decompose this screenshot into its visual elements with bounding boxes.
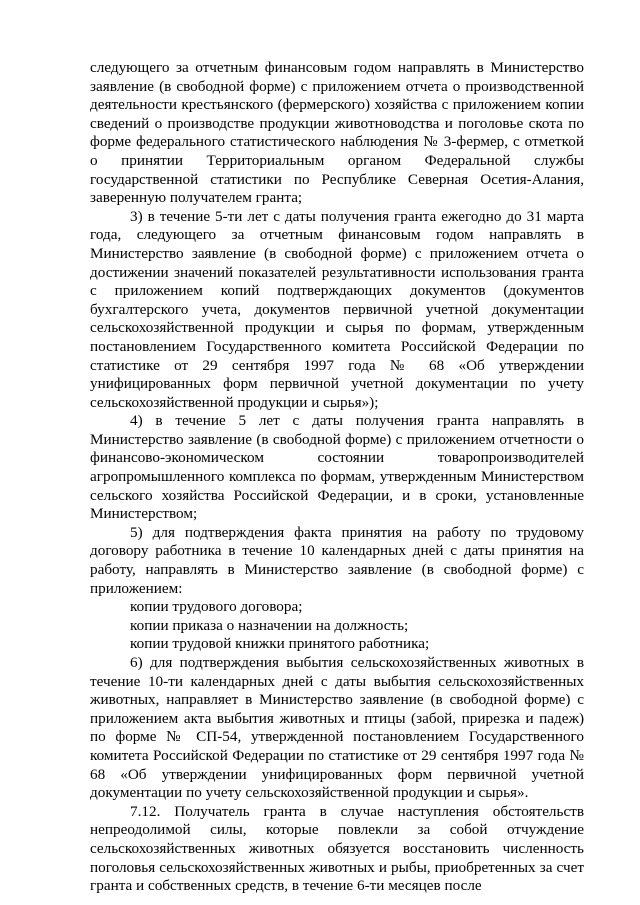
paragraph-item-4: 4) в течение 5 лет с даты получения гранта направлять в Министерство заявление (в свободной форме) с приложением отчетности о финансово-экономическом состоянии товаропроизводителей агропромышленного комплекса по формам, утвержденным Министерством сельского хозяйства Российской Федерации, и в сроки, установленные Министерством;: [90, 412, 584, 523]
paragraph-item-6: 6) для подтверждения выбытия сельскохозяйственных животных в течение 10-ти календарных дней с даты выбытия сельскохозяйственных животных, направляет в Министерство заявление (в свободной форме) с приложением акта выбытия животных и птицы (забой, прирезка и падеж) по форме № СП-54, утвержденной постановлением Государственного комитета Российской Федерации по статистике от 29 сентября 1997 года № 68 «Об утверждении унифицированных форм первичной учетной документации по учету сельскохозяйственной продукции и сырья».: [90, 654, 584, 802]
paragraph-section-7-12: 7.12. Получатель гранта в случае наступления обстоятельств непреодолимой силы, которые повлекли за собой отчуждение сельскохозяйственных животных обязуется восстановить численность поголовья сельскохозяйственных животных и рыбы, приобретенных за счет гранта и собственных средств, в течение 6-ти месяцев после: [90, 802, 584, 895]
list-item-appointment-order: копии приказа о назначении на должность;: [130, 616, 409, 634]
document-body: [90, 59, 584, 896]
list-item-employment-contract: копии трудового договора;: [130, 598, 303, 616]
paragraph-continuation: следующего за отчетным финансовым годом направлять в Министерство заявление (в свободной форме) с приложением отчета о производственной деятельности крестьянского (фермерского) хозяйства с приложением копии сведений о производстве продукции животноводства и поголовье скота по форме федерального статистического наблюдения № 3-фермер, с отметкой о принятии Территориальным органом Федеральной службы государственной статистики по Республике Северная Осетия-Алания, заверенную получателем гранта;: [90, 59, 584, 207]
paragraph-item-3: 3) в течение 5-ти лет с даты получения гранта ежегодно до 31 марта года, следующего за отчетным финансовым годом направлять в Министерство заявление (в свободной форме) с приложением отчета о достижении значений показателей результативности использования гранта с приложением копий подтверждающих документов (документов бухгалтерского учета, документов первичной учетной документации сельскохозяйственной продукции и сырья по формам, утвержденным постановлением Государственного комитета Российской Федерации по статистике от 29 сентября 1997 года № 68 «Об утверждении унифицированных форм первичной учетной документации по учету сельскохозяйственной продукции и сырья»);: [90, 207, 584, 411]
list-item-employment-record: копии трудовой книжки принятого работника;: [130, 635, 430, 653]
paragraph-item-5: 5) для подтверждения факта принятия на работу по трудовому договору работника в течение 10 календарных дней с даты принятия на работу, направлять в Министерство заявление (в свободной форме) с приложением:: [90, 523, 584, 597]
